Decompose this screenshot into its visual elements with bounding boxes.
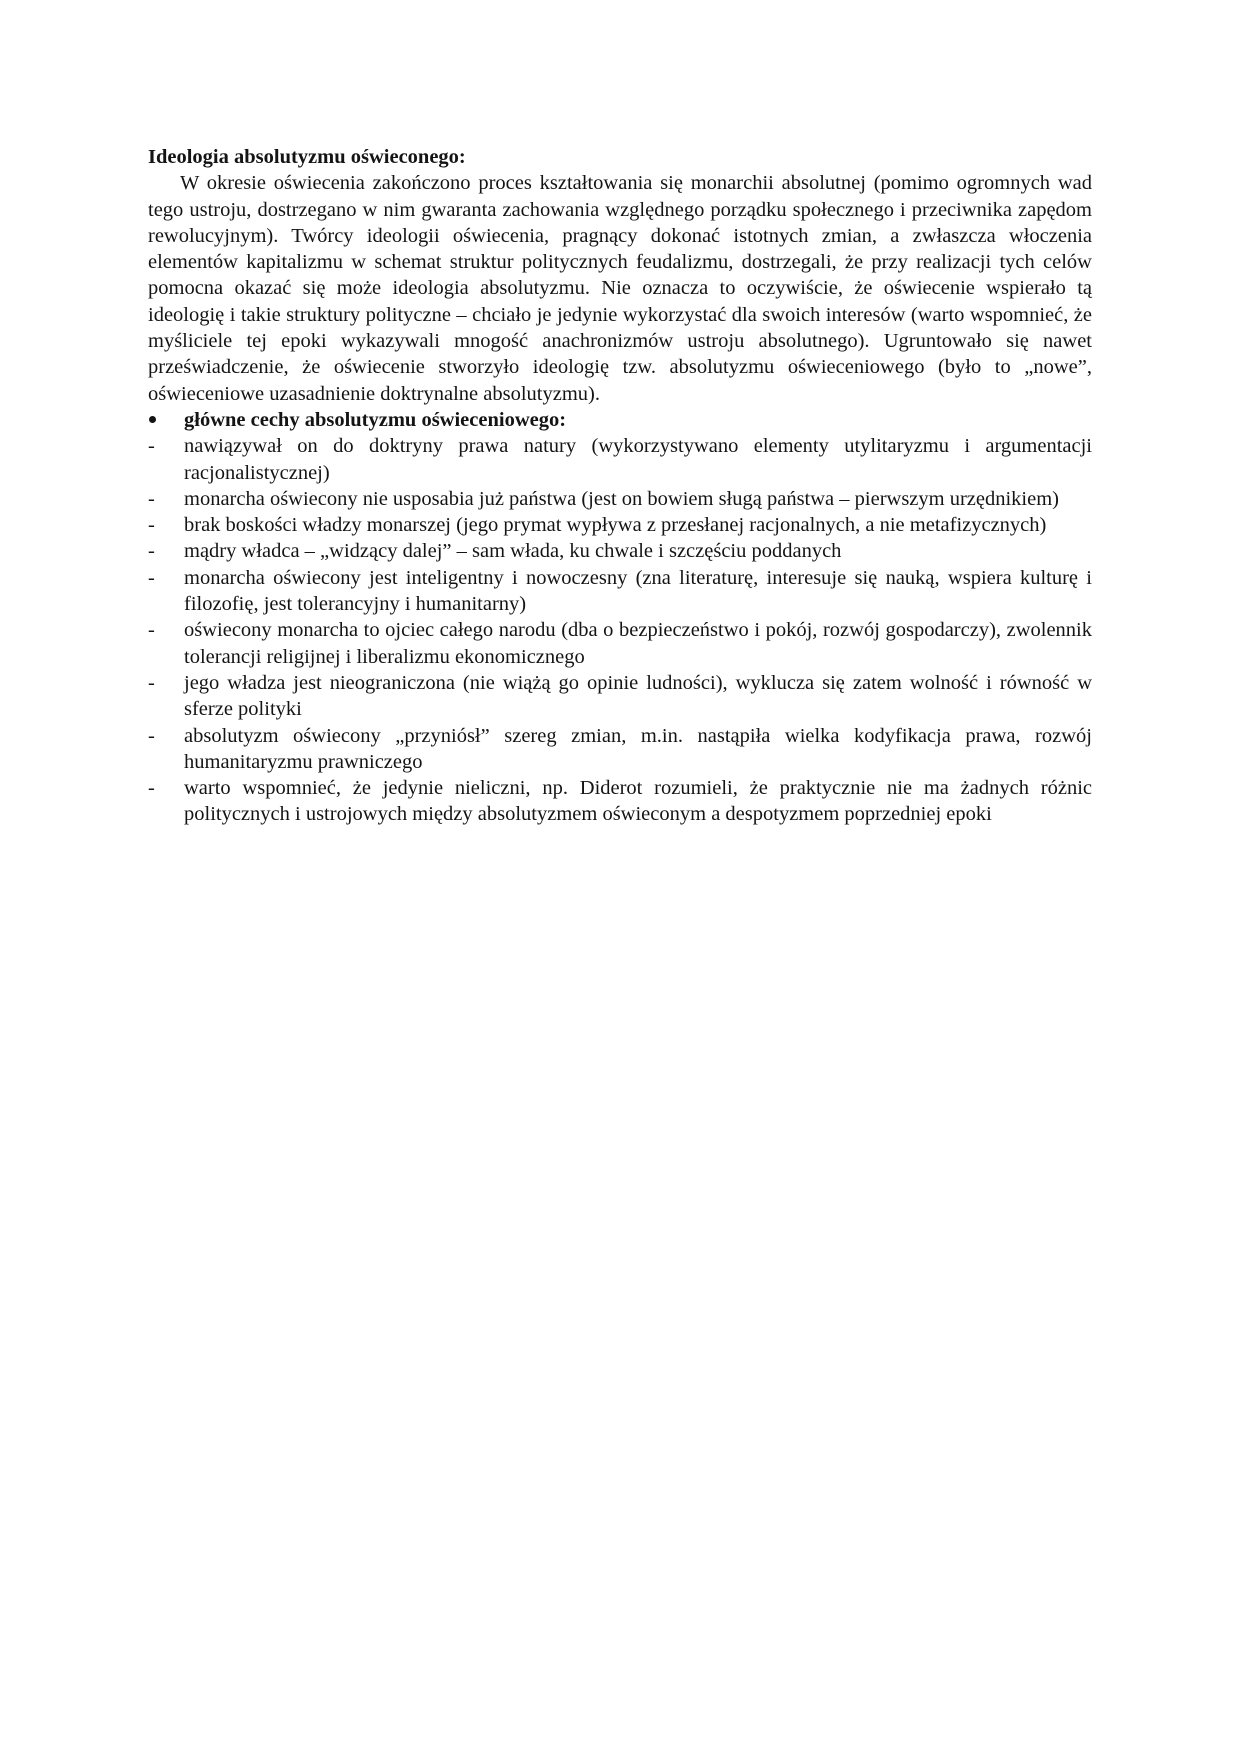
features-heading-item (148, 407, 1092, 433)
list-item (148, 617, 1092, 670)
dash-marker: - (148, 619, 155, 642)
dash-marker: - (148, 671, 155, 694)
list-item (148, 512, 1092, 538)
list-item (148, 670, 1092, 723)
list-item-text: brak boskości władzy monarszej (jego prymat wypływa z przesłanej racjonalnych, a nie metafizycznych) (184, 514, 1047, 537)
dash-marker: - (148, 487, 155, 510)
dash-marker: - (148, 435, 155, 458)
list-item-text: jego władza jest nieograniczona (nie wiążą go opinie ludności), wyklucza się zatem wolność i równość w sferze polityki (184, 671, 1092, 721)
features-list (148, 407, 1092, 433)
dash-marker: - (148, 777, 155, 800)
document-title: Ideologia absolutyzmu oświeconego: (148, 146, 466, 168)
list-item (148, 538, 1092, 564)
list-item-text: mądry władca – „widzący dalej” – sam włada, ku chwale i szczęściu poddanych (184, 540, 842, 563)
dash-marker: - (148, 540, 155, 563)
features-heading: główne cechy absolutyzmu oświeceniowego: (184, 408, 567, 431)
intro-paragraph: W okresie oświecenia zakończono proces kształtowania się monarchii absolutnej (pomimo ogromnych wad tego ustroju, dostrzegano w nim gwaranta zachowania względnego porządku społecznego i przeciwnika zapędom rewolucyjnym). Twórcy ideologii oświecenia, pragnący dokonać istotnych zmian, a zwłaszcza włoczenia elementów kapitalizmu w schemat struktur politycznych feudalizmu, dostrzegali, że przy realizacji tych celów pomocna okazać się może ideologia absolutyzmu. Nie oznacza to oczywiście, że oświecenie wspierało tą ideologię i takie struktury polityczne – chciało je jedynie wykorzystać dla swoich interesów (warto wspomnieć, że myśliciele tej epoki wykazywali mnogość anachronizmów ustroju absolutnego). Ugruntowało się nawet przeświadczenie, że oświecenie stworzyło ideologię tzw. absolutyzmu oświeceniowego (było to „nowe”, oświeceniowe uzasadnienie doktrynalne absolutyzmu). (148, 172, 1092, 405)
list-item (148, 775, 1092, 828)
list-item-text: absolutyzm oświecony „przyniósł” szereg zmian, m.in. nastąpiła wielka kodyfikacja prawa, rozwój humanitaryzmu prawniczego (184, 724, 1092, 773)
list-item-text: nawiązywał on do doktryny prawa natury (wykorzystywano elementy utylitaryzmu i argumentacji racjonalistycznej) (184, 435, 1092, 484)
list-item-text: monarcha oświecony nie usposabia już państwa (jest on bowiem sługą państwa – pierwszym urzędnikiem) (184, 487, 1060, 510)
list-item-text: monarcha oświecony jest inteligentny i nowoczesny (zna literaturę, interesuje się nauką, wspiera kulturę i filozofię, jest tolerancyjny i humanitarny) (184, 566, 1092, 616)
list-item-text: oświecony monarcha to ojciec całego narodu (dba o bezpieczeństwo i pokój, rozwój gospodarczy), zwolennik tolerancji religijnej i liberalizmu ekonomicznego (184, 619, 1092, 668)
document-page (148, 144, 1092, 828)
list-item (148, 433, 1092, 486)
dash-marker: - (148, 514, 155, 537)
list-item (148, 565, 1092, 618)
list-item-text: warto wspomnieć, że jedynie nieliczni, np. Diderot rozumieli, że praktycznie nie ma żadnych różnic politycznych i ustrojowych między absolutyzmem oświeconym a despotyzmem poprzedniej epoki (184, 777, 1092, 826)
dash-marker: - (148, 724, 155, 747)
dash-marker: - (148, 566, 155, 589)
list-item (148, 723, 1092, 776)
bullet-icon (148, 407, 168, 433)
list-item (148, 486, 1092, 512)
features-items (148, 433, 1092, 827)
